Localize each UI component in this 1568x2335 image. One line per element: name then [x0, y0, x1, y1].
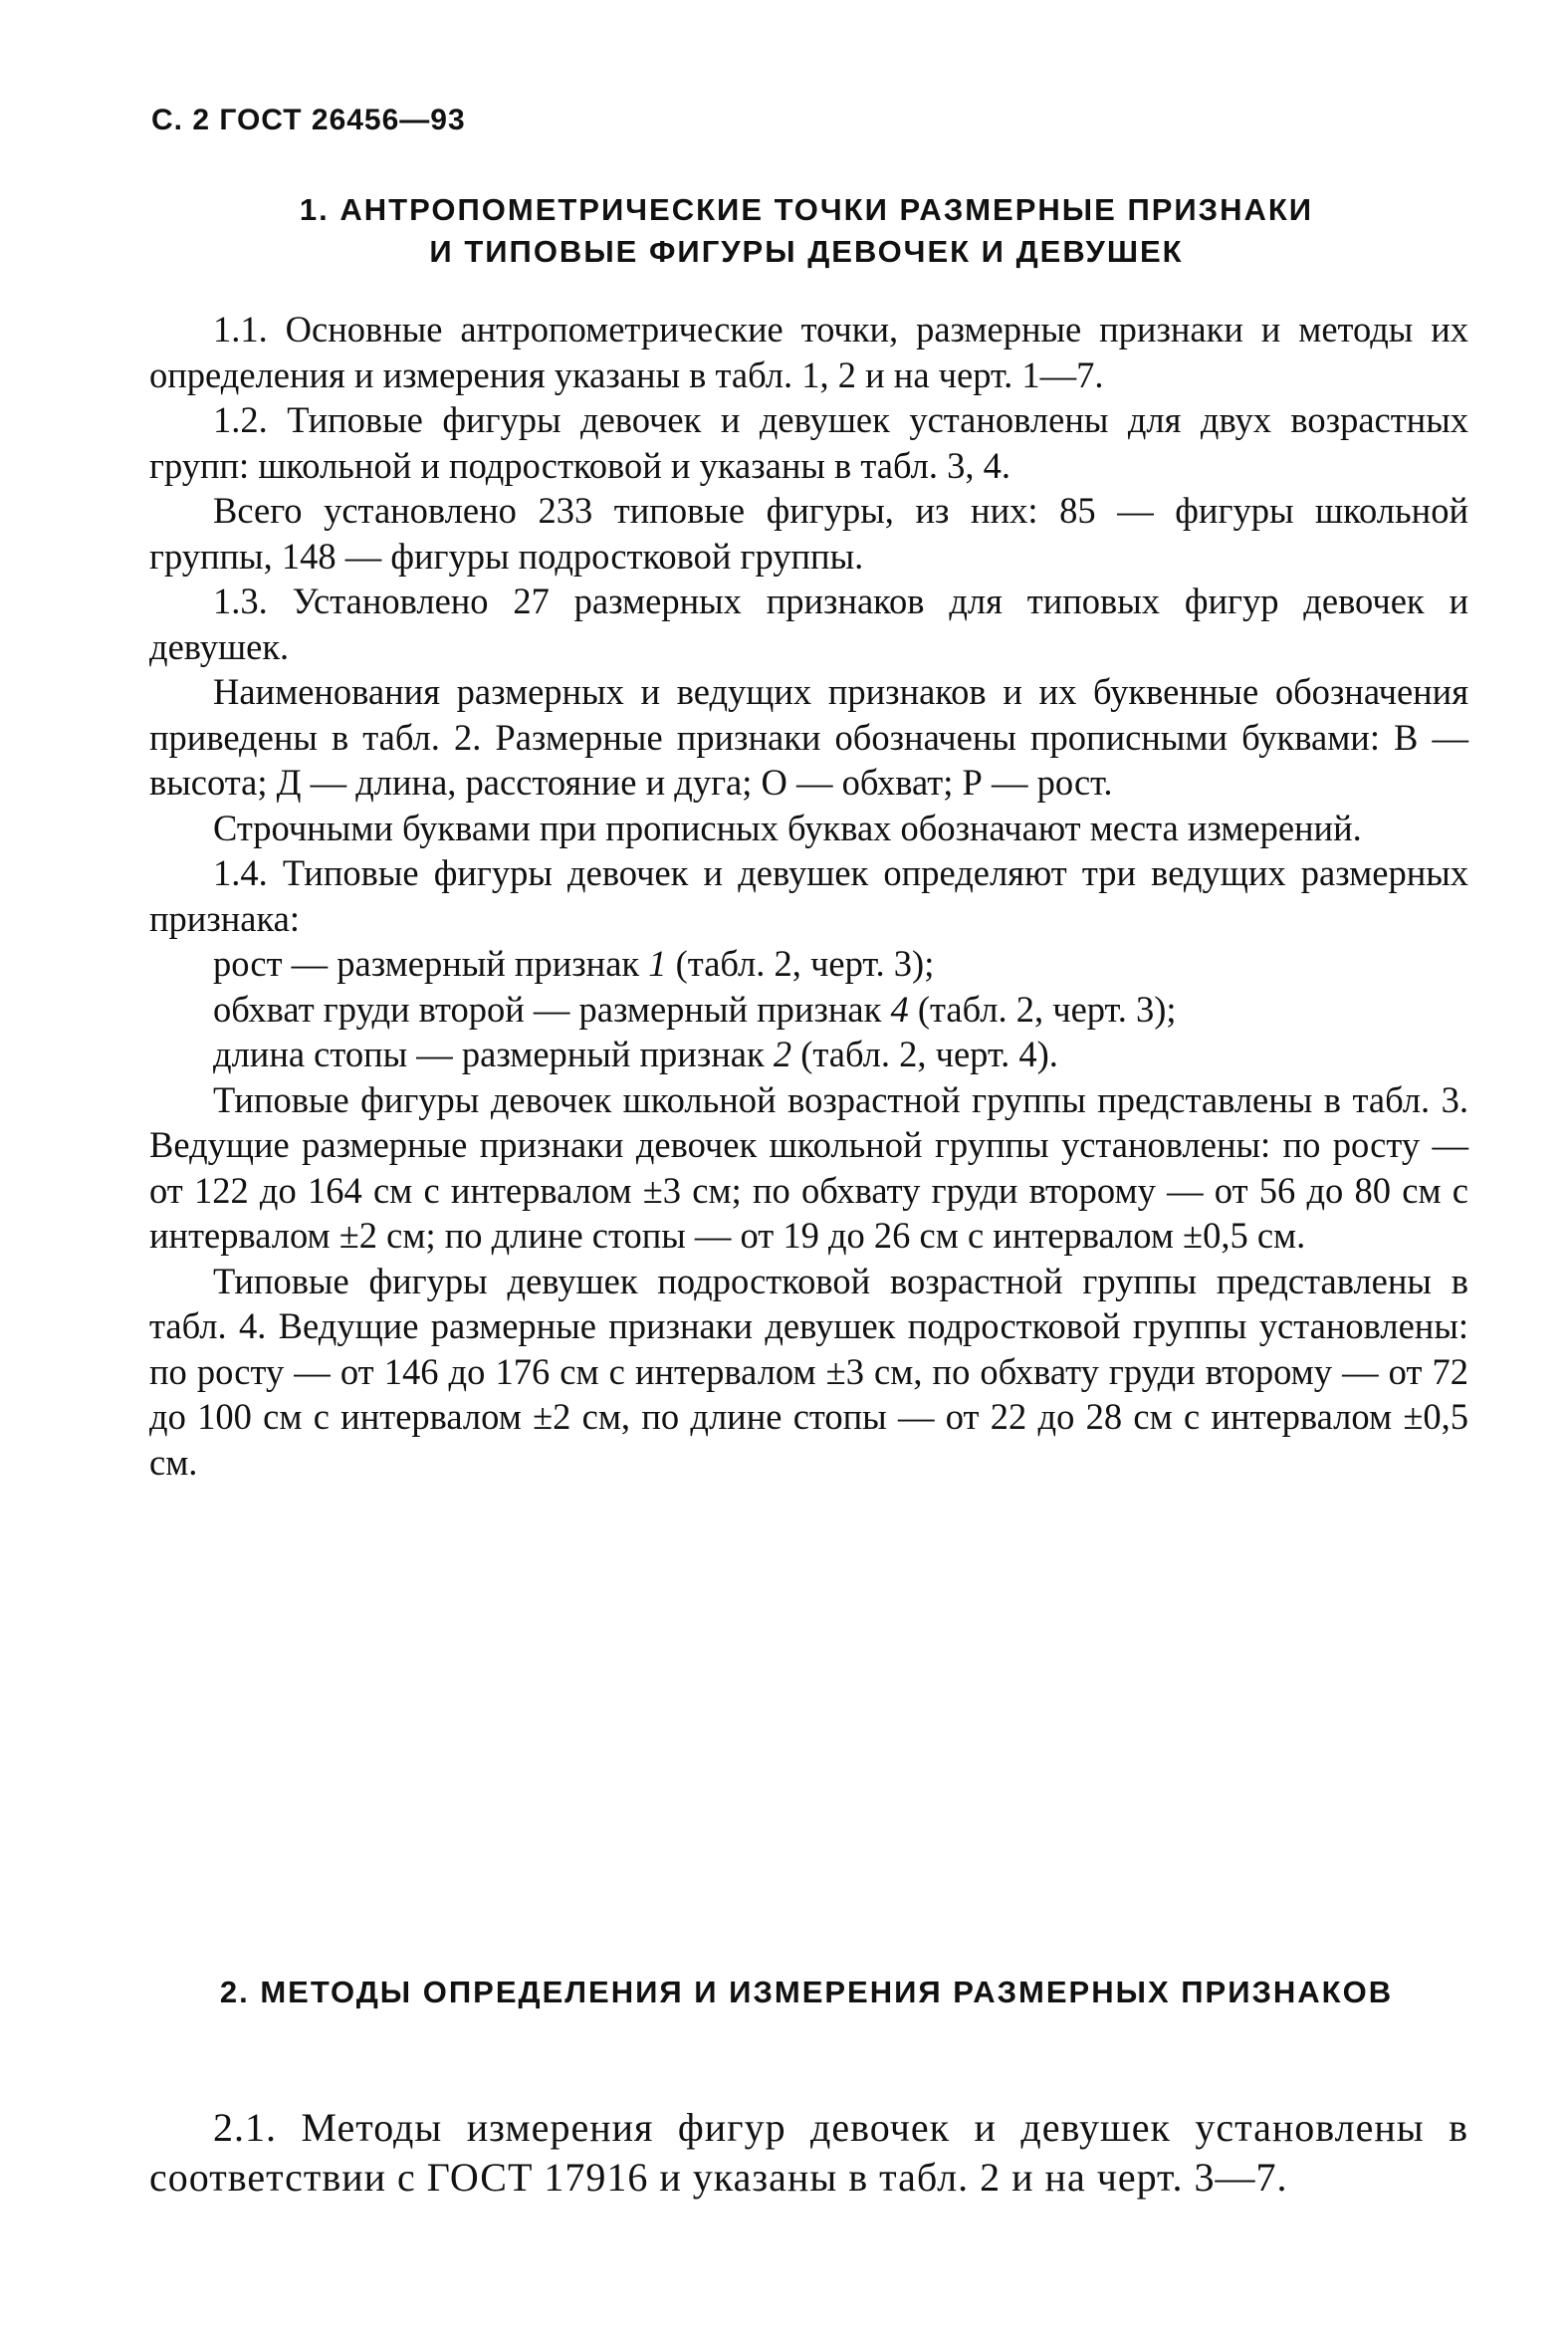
paragraph-total-figures: Всего установлено 233 типовые фигуры, из них: 85 — фигуры школьной группы, 148 — фигуры подростковой группы. — [149, 490, 1468, 577]
section-2-body — [149, 2103, 1468, 2203]
list-item-text: рост — размерный признак — [213, 943, 649, 984]
feature-number: 4 — [890, 988, 909, 1030]
section-1-body — [149, 307, 1468, 1485]
section-1-title-line-2: И ТИПОВЫЕ ФИГУРЫ ДЕВОЧЕК И ДЕВУШЕК — [429, 234, 1184, 269]
paragraph-designations: Наименования размерных и ведущих признаков и их буквенные обозначения приведены в табл. 2. Размерные признаки обозначены прописными буквами: В — высота; Д — длина, расстояние и дуга; О — обхват; Р — рост. — [149, 671, 1468, 803]
paragraph-school-group: Типовые фигуры девочек школьной возрастной группы представлены в табл. 3. Ведущие размерные признаки девочек школьной группы установлены: по росту — от 122 до 164 см с интервалом ±3 см; по обхвату груди второму — от 56 до 80 см с интервалом ±2 см; по длине стопы — от 19 до 26 см с интервалом ±0,5 см. — [149, 1078, 1468, 1256]
feature-number: 2 — [773, 1034, 792, 1074]
section-1-title-line-1: 1. АНТРОПОМЕТРИЧЕСКИЕ ТОЧКИ РАЗМЕРНЫЕ ПРИЗНАКИ — [299, 192, 1314, 227]
list-item-foot-length — [149, 1032, 1468, 1077]
section-1-title — [149, 189, 1463, 273]
paragraph-1-1: 1.1. Основные антропометрические точки, размерные признаки и методы их определения и измерения указаны в табл. 1, 2 и на черт. 1—7. — [149, 309, 1468, 395]
paragraph-1-3: 1.3. Установлено 27 размерных признаков для типовых фигур девочек и девушек. — [149, 581, 1468, 667]
list-item-ref: (табл. 2, черт. 3); — [908, 988, 1177, 1030]
list-item-text: длина стопы — размерный признак — [213, 1034, 774, 1074]
feature-number: 1 — [648, 943, 667, 984]
list-item-chest-girth — [149, 987, 1468, 1033]
page-header: С. 2 ГОСТ 26456—93 — [151, 104, 466, 136]
section-2-title: 2. МЕТОДЫ ОПРЕДЕЛЕНИЯ И ИЗМЕРЕНИЯ РАЗМЕРНЫХ ПРИЗНАКОВ — [219, 1975, 1394, 2009]
paragraph-2-1: 2.1. Методы измерения фигур девочек и девушек установлены в соответствии с ГОСТ 17916 и указаны в табл. 2 и на черт. 3—7. — [149, 2105, 1468, 2200]
list-item-ref: (табл. 2, черт. 4). — [791, 1034, 1058, 1074]
paragraph-lowercase-letters: Строчными буквами при прописных буквах обозначают места измерений. — [213, 807, 1362, 848]
list-item-text: обхват груди второй — размерный признак — [213, 988, 891, 1030]
paragraph-1-2: 1.2. Типовые фигуры девочек и девушек установлены для двух возрастных групп: школьной и подростковой и указаны в табл. 3, 4. — [149, 399, 1468, 486]
paragraph-1-4: 1.4. Типовые фигуры девочек и девушек определяют три ведущих размерных признака: — [149, 852, 1468, 939]
list-item-height — [149, 941, 1468, 987]
paragraph-teen-group: Типовые фигуры девушек подростковой возрастной группы представлены в табл. 4. Ведущие размерные признаки девушек подростковой группы установлены: по росту — от 146 до 176 см с интервалом ±3 см, по обхвату груди второму — от 72 до 100 см с интервалом ±2 см, по длине стопы — от 22 до 28 см с интервалом ±0,5 см. — [149, 1260, 1468, 1483]
list-item-ref: (табл. 2, черт. 3); — [666, 943, 935, 984]
